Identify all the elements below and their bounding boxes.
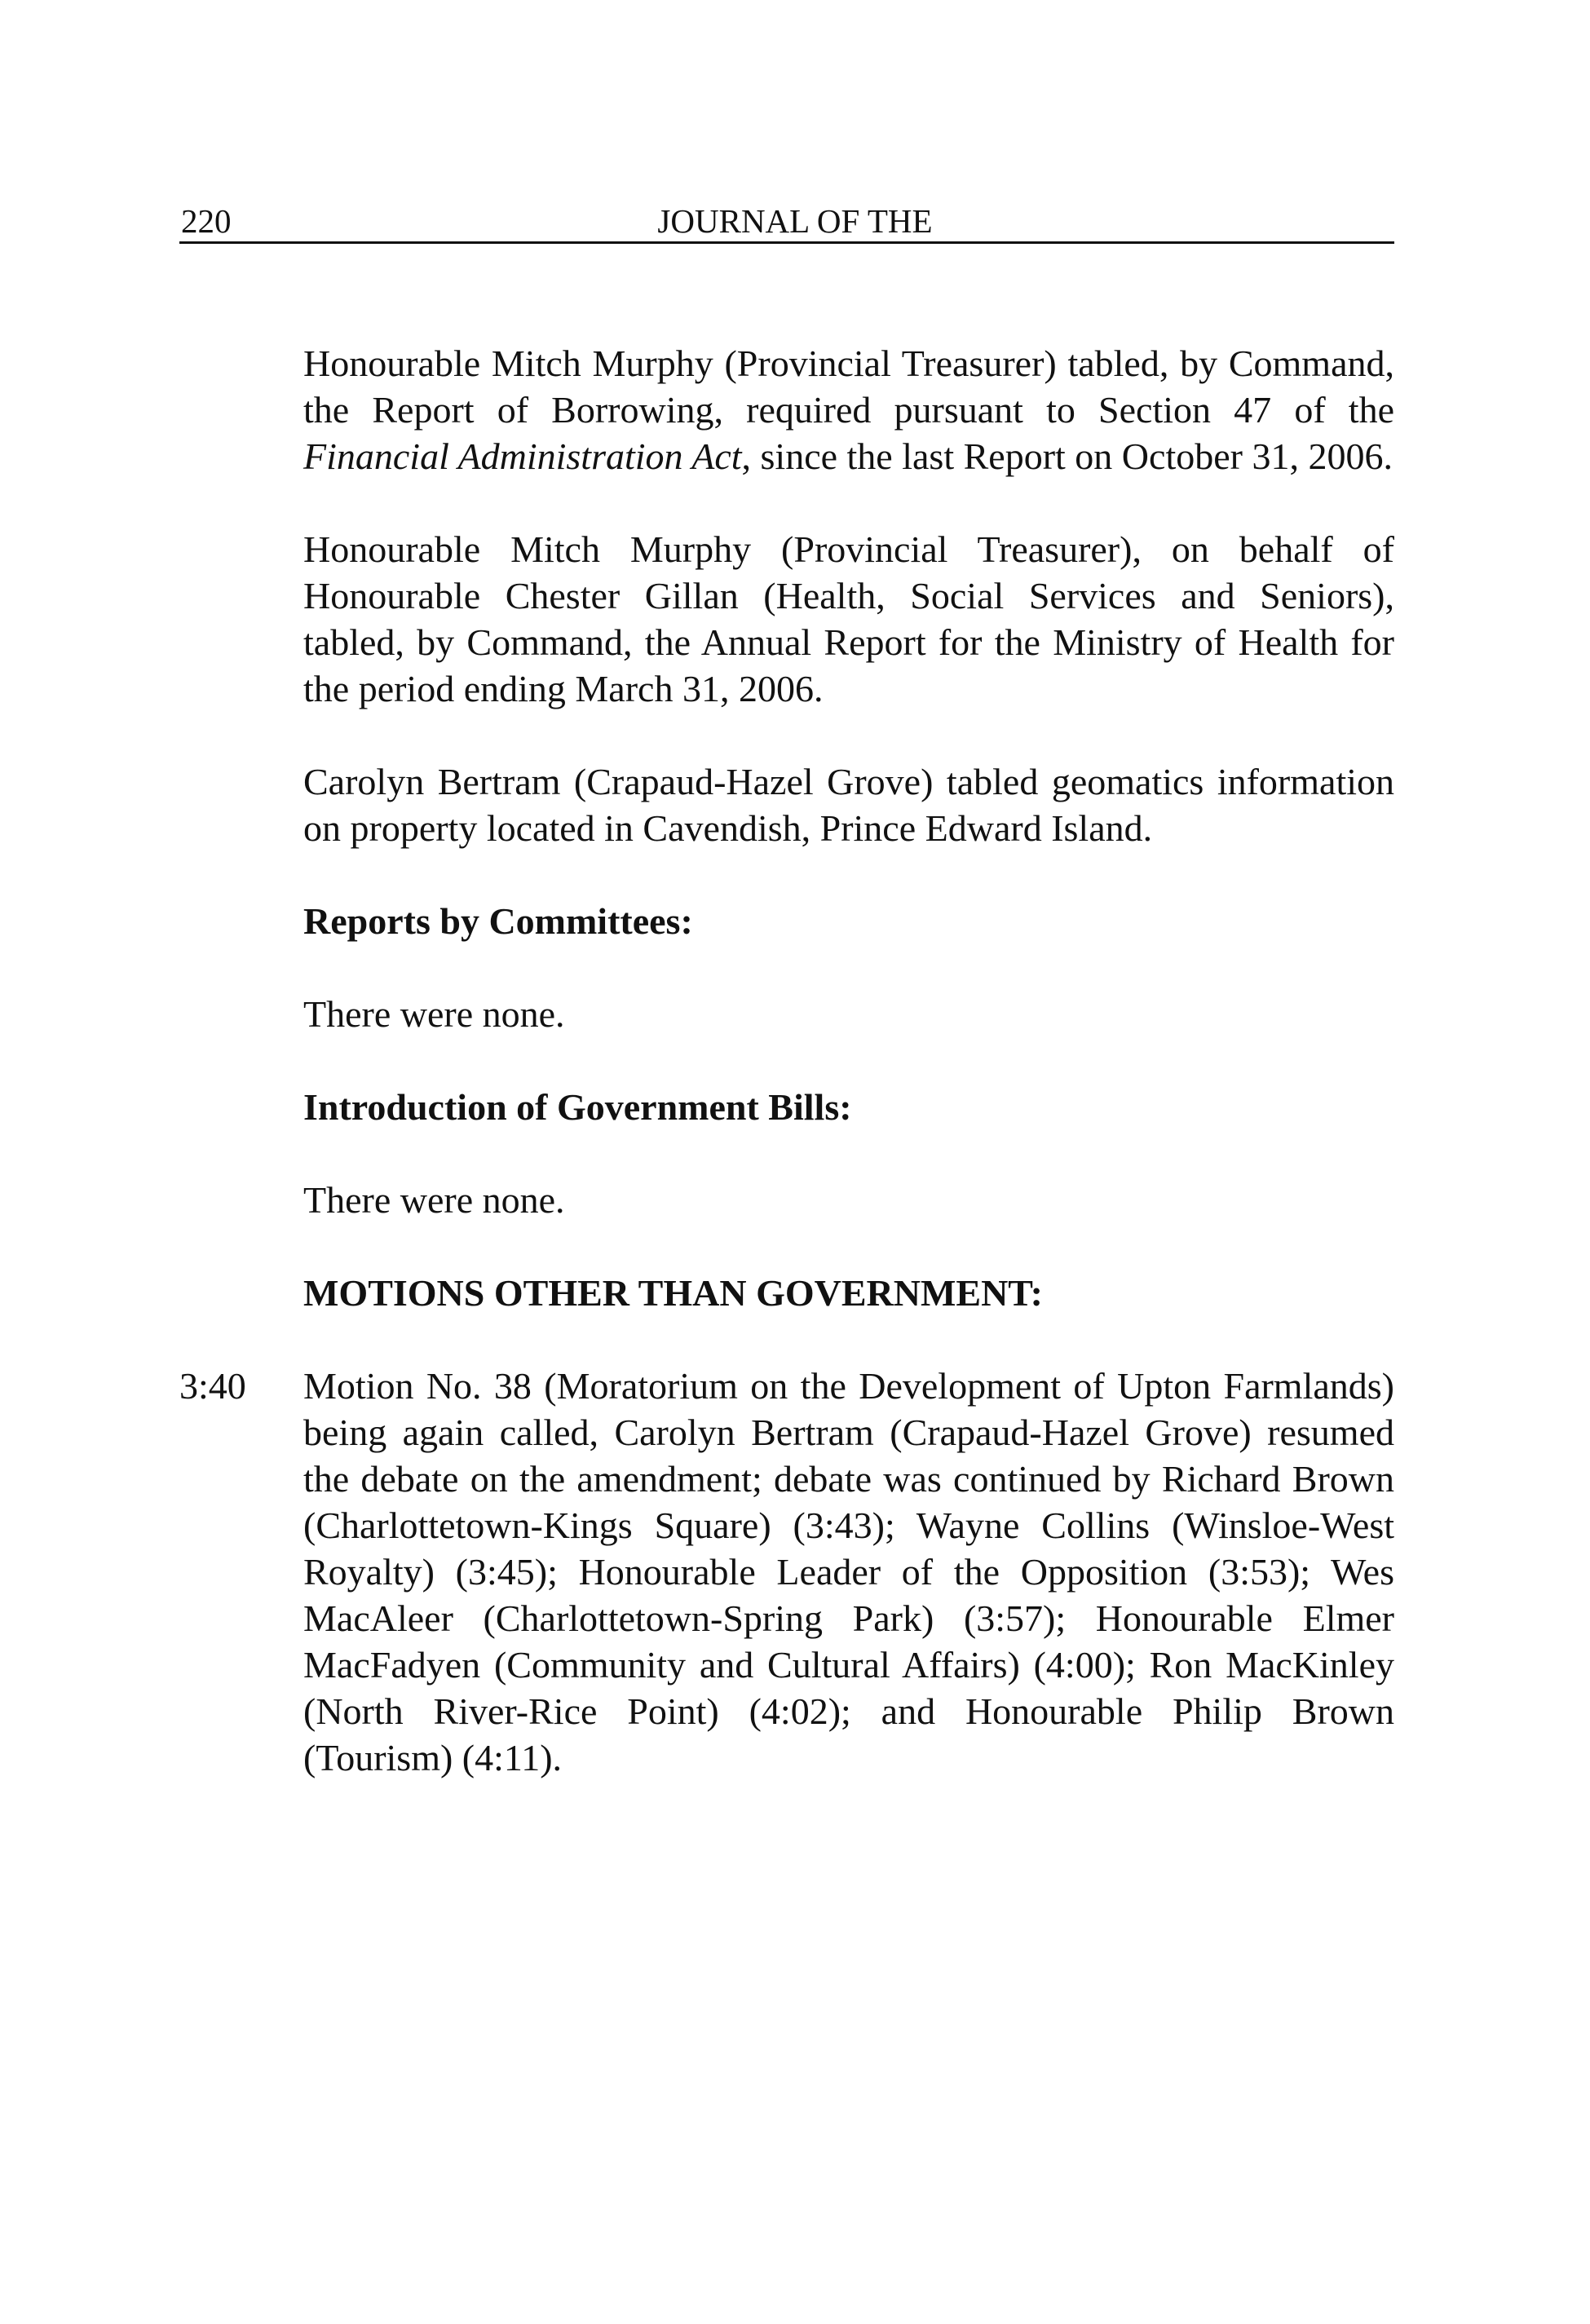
government-bills-text: There were none. [303,1179,565,1221]
motion-text: Motion No. 38 (Moratorium on the Development of Upton Farmlands) being again called, Carolyn Bertram (Crapaud-Hazel Grove) resumed the debate on the amendment; debate was continued by Richard Brown (Charlottetown-Kings Square) (3:43); Wayne Collins (Winsloe-West Royalty) (3:45); Honourable Leader of the Opposition (3:53); Wes MacAleer (Charlottetown-Spring Park) (3:57); Honourable Elmer MacFadyen (Community and Cultural Affairs) (4:00); Ron MacKinley (North River-Rice Point) (4:02); and Honourable Philip Brown (Tourism) (4:11). [303,1365,1394,1778]
reports-by-committees-text: There were none. [303,993,565,1035]
page-header [179,201,1394,244]
motion-time: 3:40 [179,1365,246,1407]
paragraph-report-of-borrowing [303,340,1394,479]
paragraph-text: Honourable Mitch Murphy (Provincial Treasurer) tabled, by Command, the Report of Borrowing, required pursuant to Section 47 of the [303,342,1394,431]
heading-reports-by-committees: Reports by Committees: [303,900,693,942]
act-title: Financial Administration Act [303,435,742,477]
heading-motions-other-than-government: MOTIONS OTHER THAN GOVERNMENT: [303,1272,1043,1314]
paragraph-text: , since the last Report on October 31, 2006. [741,435,1393,477]
motion-entry [179,1363,1394,1781]
running-title: JOURNAL OF THE [657,202,933,240]
journal-body [179,340,1394,1827]
page-number: 220 [181,202,232,240]
paragraph-geomatics-information: Carolyn Bertram (Crapaud-Hazel Grove) tabled geomatics information on property located in Cavendish, Prince Edward Island. [303,761,1394,849]
paragraph-annual-report-health: Honourable Mitch Murphy (Provincial Treasurer), on behalf of Honourable Chester Gillan (Health, Social Services and Seniors), tabled, by Command, the Annual Report for the Ministry of Health for the period ending March 31, 2006. [303,528,1394,709]
heading-introduction-of-government-bills: Introduction of Government Bills: [303,1086,852,1128]
